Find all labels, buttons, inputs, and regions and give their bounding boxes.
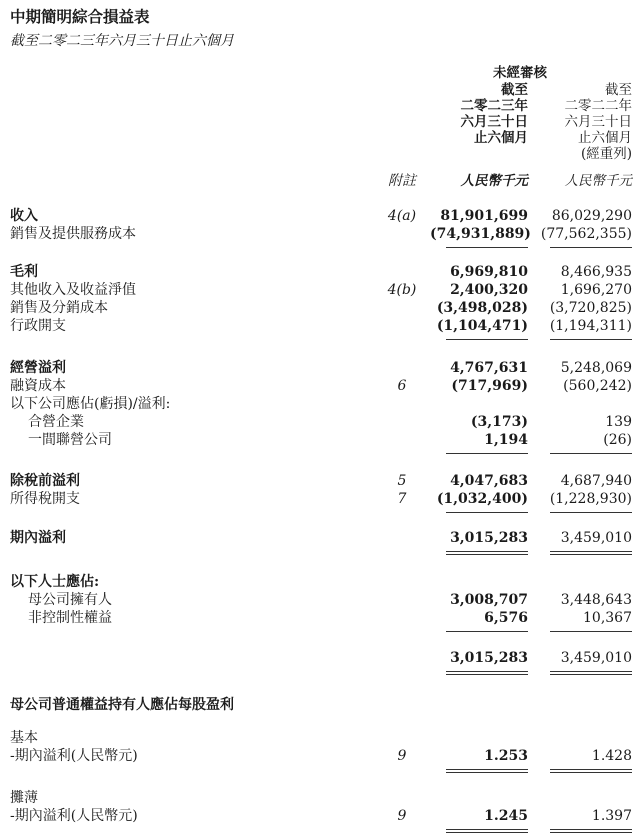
row-note-profit-before-tax: 5 bbox=[397, 473, 407, 489]
row-v2-diluted-eps: 1.397 bbox=[591, 808, 632, 824]
row-label-attributable-to: 以下人士應佔: bbox=[10, 574, 100, 590]
row-v1-non-controlling: 6,576 bbox=[484, 610, 528, 626]
row-v1-profit-for-period: 3,015,283 bbox=[450, 530, 528, 546]
subtotal-rule bbox=[550, 631, 632, 632]
eps-basic-label: 基本 bbox=[10, 730, 38, 746]
col1-header-line1: 截至 bbox=[501, 82, 528, 98]
row-v2-selling-costs: (3,720,825) bbox=[549, 300, 632, 316]
total-double-rule bbox=[550, 671, 632, 675]
row-label-operating-profit: 經營溢利 bbox=[10, 360, 66, 376]
row-label-owners-of-parent: 母公司擁有人 bbox=[28, 592, 112, 608]
row-v1-income-tax: (1,032,400) bbox=[436, 491, 528, 507]
subtotal-rule bbox=[446, 247, 528, 248]
unaudited-header: 未經審核 bbox=[493, 65, 547, 81]
col2-header-line4: 止六個月 bbox=[578, 130, 632, 146]
row-v2-attributable-total: 3,459,010 bbox=[560, 650, 632, 666]
subtotal-rule bbox=[446, 512, 528, 513]
row-label-gross-profit: 毛利 bbox=[10, 264, 38, 280]
row-v2-income-tax: (1,228,930) bbox=[549, 491, 632, 507]
row-note-basic-eps: 9 bbox=[397, 748, 407, 764]
eps-diluted-label: 攤薄 bbox=[10, 790, 38, 806]
row-v1-gross-profit: 6,969,810 bbox=[450, 264, 528, 280]
note-header: 附註 bbox=[388, 173, 416, 189]
col2-header-line5: (經重列) bbox=[580, 146, 632, 162]
row-v2-owners-of-parent: 3,448,643 bbox=[560, 592, 632, 608]
statement-title: 中期簡明綜合損益表 bbox=[10, 7, 150, 26]
total-double-rule bbox=[550, 829, 632, 833]
row-note-revenue: 4(a) bbox=[387, 208, 417, 224]
col1-header-line4: 止六個月 bbox=[474, 130, 528, 146]
row-v1-attributable-total: 3,015,283 bbox=[450, 650, 528, 666]
row-v2-operating-profit: 5,248,069 bbox=[560, 360, 632, 376]
col1-unit: 人民幣千元 bbox=[460, 173, 528, 189]
subtotal-rule bbox=[550, 512, 632, 513]
row-v2-associate: (26) bbox=[603, 432, 632, 448]
col2-unit: 人民幣千元 bbox=[564, 173, 632, 189]
row-v1-operating-profit: 4,767,631 bbox=[450, 360, 528, 376]
total-double-rule bbox=[446, 829, 528, 833]
row-v2-joint-ventures: 139 bbox=[605, 414, 632, 430]
row-v1-profit-before-tax: 4,047,683 bbox=[450, 473, 528, 489]
row-label-share-of-results: 以下公司應佔(虧損)/溢利: bbox=[10, 396, 171, 412]
row-label-diluted-eps: -期內溢利(人民幣元) bbox=[10, 808, 138, 824]
row-v1-basic-eps: 1.253 bbox=[484, 748, 528, 764]
row-v1-diluted-eps: 1.245 bbox=[484, 808, 528, 824]
row-v1-selling-costs: (3,498,028) bbox=[436, 300, 528, 316]
row-label-basic-eps: -期內溢利(人民幣元) bbox=[10, 748, 138, 764]
row-label-profit-for-period: 期內溢利 bbox=[10, 530, 66, 546]
row-v2-profit-before-tax: 4,687,940 bbox=[560, 473, 632, 489]
total-double-rule bbox=[446, 769, 528, 773]
row-note-other-income: 4(b) bbox=[387, 282, 417, 298]
row-label-cost-of-sales: 銷售及提供服務成本 bbox=[10, 226, 136, 242]
row-note-income-tax: 7 bbox=[397, 491, 407, 507]
row-label-selling-costs: 銷售及分銷成本 bbox=[10, 300, 108, 316]
row-v2-cost-of-sales: (77,562,355) bbox=[540, 226, 632, 242]
row-v2-revenue: 86,029,290 bbox=[551, 208, 632, 224]
subtotal-rule bbox=[446, 453, 528, 454]
row-v1-finance-costs: (717,969) bbox=[451, 378, 528, 394]
total-double-rule bbox=[550, 551, 632, 555]
row-v1-owners-of-parent: 3,008,707 bbox=[450, 592, 528, 608]
row-label-other-income: 其他收入及收益淨值 bbox=[10, 282, 136, 298]
subtotal-rule bbox=[550, 247, 632, 248]
row-v2-profit-for-period: 3,459,010 bbox=[560, 530, 632, 546]
statement-period: 截至二零二三年六月三十日止六個月 bbox=[10, 33, 234, 49]
row-note-diluted-eps: 9 bbox=[397, 808, 407, 824]
subtotal-rule bbox=[446, 631, 528, 632]
row-label-finance-costs: 融資成本 bbox=[10, 378, 66, 394]
col1-header-line3: 六月三十日 bbox=[460, 114, 528, 130]
row-v2-other-income: 1,696,270 bbox=[560, 282, 632, 298]
row-v1-joint-ventures: (3,173) bbox=[470, 414, 528, 430]
col2-header-line2: 二零二二年 bbox=[564, 98, 632, 114]
row-v2-finance-costs: (560,242) bbox=[563, 378, 632, 394]
row-v2-admin-expenses: (1,194,311) bbox=[549, 318, 632, 334]
col1-header-line2: 二零二三年 bbox=[460, 98, 528, 114]
total-double-rule bbox=[446, 551, 528, 555]
subtotal-rule bbox=[550, 453, 632, 454]
row-v2-non-controlling: 10,367 bbox=[583, 610, 632, 626]
row-label-non-controlling: 非控制性權益 bbox=[28, 610, 112, 626]
row-label-associate: 一間聯營公司 bbox=[28, 432, 112, 448]
row-v2-gross-profit: 8,466,935 bbox=[560, 264, 632, 280]
subtotal-rule bbox=[550, 339, 632, 340]
col2-header-line1: 截至 bbox=[605, 82, 632, 98]
total-double-rule bbox=[446, 671, 528, 675]
row-label-profit-before-tax: 除稅前溢利 bbox=[10, 473, 80, 489]
row-v1-admin-expenses: (1,104,471) bbox=[436, 318, 528, 334]
row-v1-cost-of-sales: (74,931,889) bbox=[430, 226, 531, 242]
eps-heading: 母公司普通權益持有人應佔每股盈利 bbox=[10, 697, 234, 713]
row-note-finance-costs: 6 bbox=[397, 378, 407, 394]
row-v1-other-income: 2,400,320 bbox=[450, 282, 528, 298]
col2-header-line3: 六月三十日 bbox=[564, 114, 632, 130]
subtotal-rule bbox=[446, 339, 528, 340]
row-v1-associate: 1,194 bbox=[484, 432, 528, 448]
row-v1-revenue: 81,901,699 bbox=[440, 208, 528, 224]
row-label-joint-ventures: 合營企業 bbox=[28, 414, 84, 430]
row-label-income-tax: 所得稅開支 bbox=[10, 491, 80, 507]
row-v2-basic-eps: 1.428 bbox=[591, 748, 632, 764]
total-double-rule bbox=[550, 769, 632, 773]
row-label-admin-expenses: 行政開支 bbox=[10, 318, 66, 334]
row-label-revenue: 收入 bbox=[10, 208, 38, 224]
